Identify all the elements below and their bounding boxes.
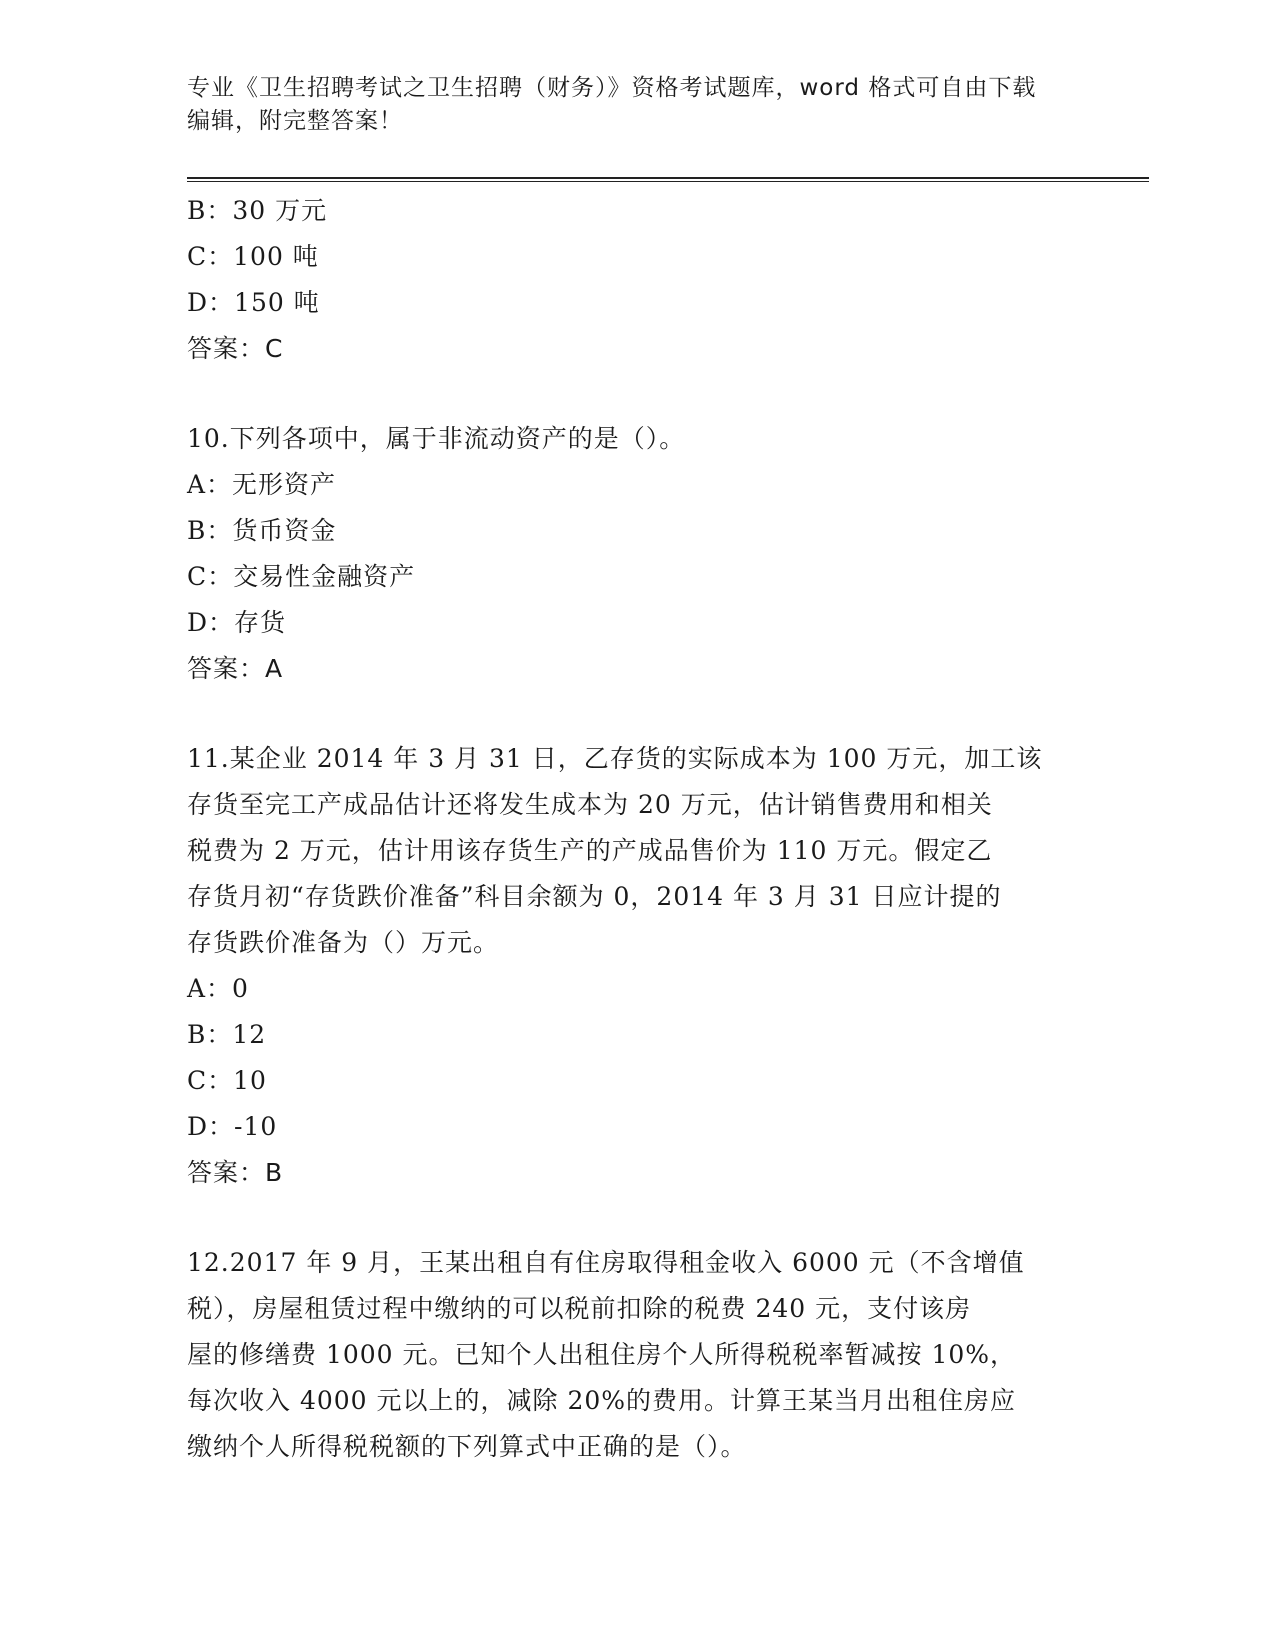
option-b: B：30 万元 <box>187 196 328 225</box>
question-10 <box>187 416 1087 692</box>
option-c: C：交易性金融资产 <box>187 562 416 591</box>
stem-line: 缴纳个人所得税税额的下列算式中正确的是（）。 <box>187 1432 747 1461</box>
option-d: D：150 吨 <box>187 288 320 317</box>
option-c: C：10 <box>187 1066 267 1095</box>
stem-line: 每次收入 4000 元以上的，减除 20%的费用。计算王某当月出租住房应 <box>187 1386 1017 1415</box>
option-a: A：无形资产 <box>187 470 337 499</box>
option-b: B：12 <box>187 1020 267 1049</box>
prev-question-options <box>187 188 1087 326</box>
question-answer: 答案：B <box>187 1158 284 1187</box>
question-stem <box>187 416 1077 462</box>
option-c: C：100 吨 <box>187 242 319 271</box>
question-spacer <box>187 1196 1087 1240</box>
question-spacer <box>187 692 1087 736</box>
question-stem <box>187 1240 1077 1470</box>
document-header <box>187 72 1067 138</box>
question-stem <box>187 736 1077 966</box>
question-11 <box>187 736 1087 1196</box>
option-a: A：0 <box>187 974 249 1003</box>
stem-line: 存货跌价准备为（）万元。 <box>187 928 500 957</box>
question-12 <box>187 1240 1087 1470</box>
stem-line: 12.2017 年 9 月，王某出租自有住房取得租金收入 6000 元（不含增值 <box>187 1248 1025 1277</box>
header-title-line-1: 专业《卫生招聘考试之卫生招聘（财务）》资格考试题库，word 格式可自由下载 <box>187 75 1037 101</box>
stem-line: 税费为 2 万元，估计用该存货生产的产成品售价为 110 万元。假定乙 <box>187 836 993 865</box>
header-divider <box>187 177 1149 182</box>
stem-line: 屋的修缮费 1000 元。已知个人出租住房个人所得税税率暂减按 10%， <box>187 1340 1017 1369</box>
prev-question-answer: 答案：C <box>187 334 284 363</box>
question-answer: 答案：A <box>187 654 284 683</box>
header-title-line-2: 编辑，附完整答案！ <box>187 108 403 134</box>
option-d: D：-10 <box>187 1112 278 1141</box>
stem-line: 10.下列各项中，属于非流动资产的是（）。 <box>187 424 686 453</box>
stem-line: 存货至完工产成品估计还将发生成本为 20 万元，估计销售费用和相关 <box>187 790 993 819</box>
stem-line: 税），房屋租赁过程中缴纳的可以税前扣除的税费 240 元，支付该房 <box>187 1294 972 1323</box>
question-content <box>187 188 1087 1470</box>
option-b: B：货币资金 <box>187 516 337 545</box>
option-d: D：存货 <box>187 608 287 637</box>
stem-line: 存货月初“存货跌价准备”科目余额为 0，2014 年 3 月 31 日应计提的 <box>187 882 1002 911</box>
stem-line: 11.某企业 2014 年 3 月 31 日，乙存货的实际成本为 100 万元，加工该 <box>187 744 1043 773</box>
question-spacer <box>187 372 1087 416</box>
